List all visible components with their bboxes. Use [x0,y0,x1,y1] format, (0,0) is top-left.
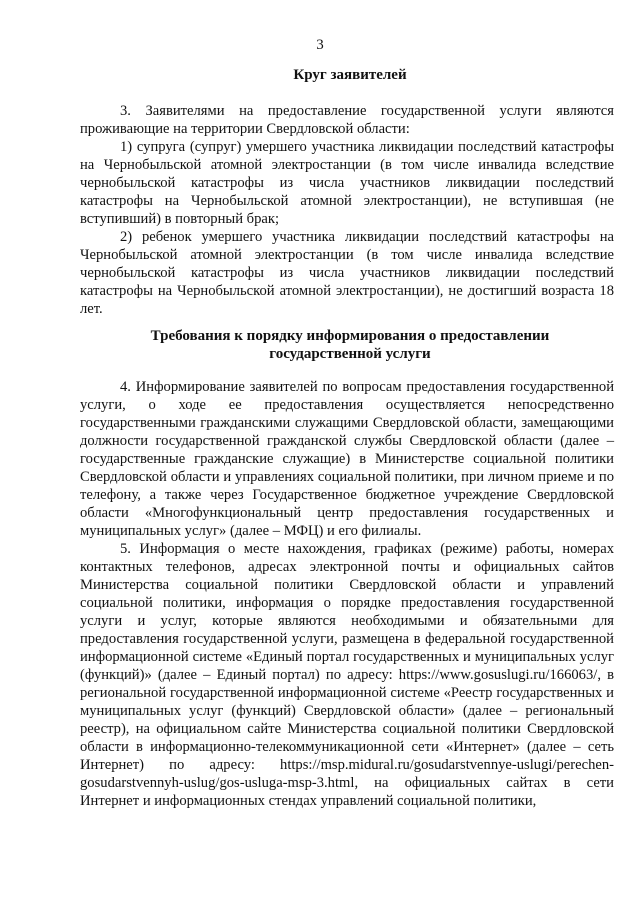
paragraph-5 [80,540,614,810]
paragraph-3-item-2: 2) ребенок умершего участника ликвидации последствий катастрофы на Чернобыльской атомной электростанции (в том числе инвалида вследствие чернобыльской катастрофы из числа участников ликвидации последствий катастрофы на Чернобыльской атомной электростанции), не достигший возраста 18 лет. [80,229,614,317]
paragraph-5-text-1: 5. Информация о месте нахождения, графиках (режиме) работы, номерах контактных телефонов, адресах электронной почты и официальных сайтов Министерства социальной политики Свердловской области и управлений социальной политики, информация о порядке предоставления государственной услуги и услуг, которые являются необходимыми и обязательными для предоставления государственной услуги, размещена в федеральной государственной информационной системе «Единый портал государственных и муниципальных услуг (функций)» (далее – Единый портал) по адресу: [80,541,614,683]
gosuslugi-link[interactable]: https://www.gosuslugi.ru/166063/ [398,667,598,683]
paragraph-4: 4. Информирование заявителей по вопросам предоставления государственной услуги, о ходе ее предоставления осуществляется непосредственно государственными гражданскими служащими Свердловской области, замещающими должности государственной гражданской службы Свердловской области (далее – государственные гражданские служащие) в Министерстве социальной политики Свердловской области и управлениях социальной политики, при личном приеме и по телефону, а также через Государственное бюджетное учреждение Свердловской области «Многофункциональный центр предоставления государственных и муниципальных услуг» (далее – МФЦ) и его филиалы. [80,379,614,539]
informing-section-body [80,378,614,810]
paragraph-3-item-1: 1) супруга (супруг) умершего участника ликвидации последствий катастрофы на Чернобыльской атомной электростанции (в том числе инвалида вследствие чернобыльской катастрофы из числа участников ликвидации последствий катастрофы на Чернобыльской атомной электростанции), не вступившая (не вступивший) в повторный брак; [80,139,614,227]
section-heading-informing [80,327,620,363]
page-number: 3 [316,37,324,53]
paragraph-5-text-3: , на официальных сайтах в сети Интернет и информационных стендах управлений социальной политики, [80,775,614,809]
section-heading-applicants: Круг заявителей [293,67,407,83]
msp-link[interactable]: https://msp.midural.ru/gosudarstvennye-uslugi/perechen-gosudarstvennyh-uslug/gos-usluga-msp-3.html [80,757,614,791]
paragraph-5-text-2: , в региональной государственной информационной системе «Реестр государственных и муниципальных услуг (функций) Свердловской области» (далее – региональный реестр), на официальном сайте Министерства социальной политики Свердловской области в информационно-телекоммуникационной сети «Интернет» (далее – сеть Интернет) по адресу: [80,667,614,773]
applicants-section-body [80,102,614,318]
section-heading-informing-line-2: государственной услуги [269,346,431,362]
section-heading-informing-line-1: Требования к порядку информирования о предоставлении [150,328,550,344]
paragraph-3: 3. Заявителями на предоставление государственной услуги являются проживающие на территории Свердловской области: [80,103,614,137]
